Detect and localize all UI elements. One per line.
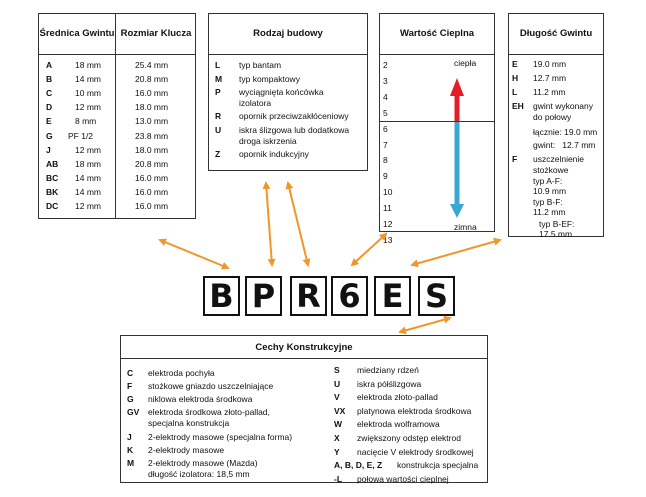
f-type-bef: typ B-EF: <box>539 219 575 229</box>
row-key: 16.0 mm <box>135 172 169 183</box>
feature-desc: elektroda pochyła <box>148 368 215 378</box>
row-code: Z <box>215 149 221 159</box>
feature-code: G <box>127 394 134 404</box>
f-type-b: typ B-F: <box>533 197 563 207</box>
plug-code-letter: E <box>374 276 411 316</box>
row-code: AB <box>46 158 59 169</box>
eh-thread: gwint: 12.7 mm <box>533 140 596 150</box>
f-desc-2: stożkowe <box>533 165 569 175</box>
row-thread: 12 mm <box>75 201 101 211</box>
feature-code: U <box>334 378 341 389</box>
value-h: 12.7 mm <box>533 73 567 83</box>
thread-diameter-header: Średnica Gwintu <box>39 28 115 39</box>
row-code: C <box>46 88 53 99</box>
row-code: P <box>215 87 221 97</box>
arrow-r-to-construction-b <box>288 183 308 265</box>
f-desc-1: uszczelnienie <box>533 154 585 164</box>
feature-code: C <box>127 368 134 378</box>
row-thread: 18 mm <box>75 60 101 70</box>
row-desc: opornik indukcyjny <box>239 149 309 159</box>
feature-desc: miedziany rdzeń <box>357 365 419 375</box>
row-code: B <box>46 74 53 85</box>
row-code: G <box>46 130 53 141</box>
row-key: 23.8 mm <box>135 130 169 141</box>
row-desc: typ bantam <box>239 60 282 70</box>
row-desc-2: droga iskrzenia <box>239 136 297 146</box>
feature-desc: platynowa elektroda środkowa <box>357 405 472 416</box>
row-code: DC <box>46 201 59 211</box>
plug-code-letter: B <box>203 276 240 316</box>
row-code: M <box>215 74 223 84</box>
f-type-bef-value: 17.5 mm <box>539 229 573 239</box>
row-thread: PF 1/2 <box>68 130 94 141</box>
feature-desc: nacięcie V elektrody środkowej <box>357 446 474 457</box>
f-type-a: typ A-F: <box>533 176 563 186</box>
row-thread: 12 mm <box>75 144 101 155</box>
row-code: R <box>215 111 222 121</box>
eh-desc-2: do połowy <box>533 112 572 122</box>
feature-code: V <box>334 392 340 403</box>
feature-code: GV <box>127 407 140 417</box>
plug-code-letter: S <box>418 276 455 316</box>
hot-label: ciepła <box>454 58 477 68</box>
feature-code: F <box>127 381 133 391</box>
heat-number: 2 <box>383 60 388 70</box>
feature-desc: 2-elektrody masowe (specjalna forma) <box>148 432 293 442</box>
row-code: U <box>215 125 222 135</box>
row-thread: 14 mm <box>75 74 101 85</box>
row-code: BC <box>46 172 59 183</box>
arrow-6-to-heat <box>352 234 386 265</box>
thread-length-header: Długość Gwintu <box>519 28 593 39</box>
feature-code: K <box>127 445 134 455</box>
row-desc: typ kompaktowy <box>239 74 300 84</box>
row-key: 18.0 mm <box>135 102 169 113</box>
heat-number: 13 <box>383 234 393 245</box>
row-thread: 18 mm <box>75 158 101 169</box>
feature-desc: elektroda wolframowa <box>357 419 440 430</box>
f-type-b-value: 11.2 mm <box>533 207 566 217</box>
row-code: BK <box>46 186 59 197</box>
feature-desc: konstrukcja specjalna <box>397 460 479 471</box>
row-key: 20.8 mm <box>135 158 169 169</box>
row-desc: wyciągnięta końcówka <box>239 87 324 97</box>
heat-number: 5 <box>383 107 388 118</box>
plug-code-letter: P <box>245 276 282 316</box>
feature-desc: 2-elektrody masowe (Mazda) <box>148 458 258 468</box>
feature-code: Y <box>334 446 340 457</box>
row-code: J <box>46 144 51 155</box>
feature-desc: elektroda złoto-pallad <box>357 392 438 403</box>
code-eh: EH <box>512 101 524 111</box>
row-key: 16.0 mm <box>135 88 169 99</box>
arrow-s-to-features <box>400 318 450 332</box>
feature-code: W <box>334 419 343 430</box>
row-code: A <box>46 60 53 70</box>
row-desc-2: izolatora <box>239 98 272 108</box>
row-desc: iskra ślizgowa lub dodatkowa <box>239 125 350 135</box>
row-thread: 14 mm <box>75 172 101 183</box>
row-desc: opornik przeciwzakłóceniowy <box>239 111 349 121</box>
plug-code-letter: 6 <box>331 276 368 316</box>
arrow-e-to-length <box>412 240 500 265</box>
value-e: 19.0 mm <box>533 59 567 69</box>
row-thread: 10 mm <box>75 88 101 99</box>
eh-desc-1: gwint wykonany <box>533 101 594 111</box>
heat-number: 11 <box>383 203 392 214</box>
heat-number: 12 <box>383 219 393 229</box>
feature-desc: zwiększony odstęp elektrod <box>357 433 461 443</box>
plug-code-letter: R <box>290 276 327 316</box>
feature-desc: elektroda środkowa złoto-pallad, <box>148 407 270 417</box>
heat-number: 7 <box>383 139 388 150</box>
feature-desc: stożkowe gniazdo uszczelniające <box>148 381 274 391</box>
feature-desc-2: specjalna konstrukcja <box>148 418 230 428</box>
arrow-p-to-construction-a <box>266 183 272 265</box>
row-key: 16.0 mm <box>135 201 169 211</box>
cold-label: zimna <box>454 222 477 232</box>
heat-number: 3 <box>383 75 388 86</box>
row-key: 25.4 mm <box>135 60 169 70</box>
feature-desc-2: długość izolatora: 18,5 mm <box>148 469 250 479</box>
feature-desc: niklowa elektroda środkowa <box>148 394 253 404</box>
row-key: 13.0 mm <box>135 116 169 127</box>
row-key: 16.0 mm <box>135 186 169 197</box>
feature-code: VX <box>334 405 346 416</box>
feature-desc: połowa wartości cieplnej <box>357 473 449 484</box>
row-code: D <box>46 102 53 113</box>
feature-code: -L <box>334 473 343 484</box>
heat-number: 10 <box>383 187 393 198</box>
row-code: L <box>215 60 221 70</box>
feature-code: X <box>334 433 340 443</box>
feature-desc: 2-elektrody masowe <box>148 445 225 455</box>
design-features-header: Cechy Konstrukcyjne <box>255 342 353 353</box>
heat-number: 9 <box>383 171 388 182</box>
row-key: 18.0 mm <box>135 144 169 155</box>
feature-code: A, B, D, E, Z <box>334 460 383 471</box>
heat-range-header: Wartość Cieplna <box>399 28 475 39</box>
f-type-a-value: 10.9 mm <box>533 186 567 196</box>
feature-code: M <box>127 458 135 468</box>
heat-number: 6 <box>383 123 388 134</box>
arrow-b-to-diameter <box>160 240 228 268</box>
row-key: 20.8 mm <box>135 74 169 85</box>
feature-desc: iskra półślizgowa <box>357 378 422 389</box>
code-h: H <box>512 73 519 83</box>
code-e: E <box>512 59 518 69</box>
heat-number: 4 <box>383 91 388 102</box>
key-size-header: Rozmiar Klucza <box>120 28 192 39</box>
row-thread: 12 mm <box>75 102 101 113</box>
row-code: E <box>46 116 52 127</box>
construction-type-header: Rodzaj budowy <box>253 28 323 39</box>
heat-number: 8 <box>383 155 388 166</box>
code-f: F <box>512 154 518 164</box>
row-thread: 8 mm <box>75 116 97 127</box>
feature-code: J <box>127 432 132 442</box>
row-thread: 14 mm <box>75 186 101 197</box>
value-l: 11.2 mm <box>533 87 566 97</box>
feature-code: S <box>334 365 340 375</box>
eh-total: łącznie: 19.0 mm <box>533 127 598 137</box>
code-l: L <box>512 87 518 97</box>
